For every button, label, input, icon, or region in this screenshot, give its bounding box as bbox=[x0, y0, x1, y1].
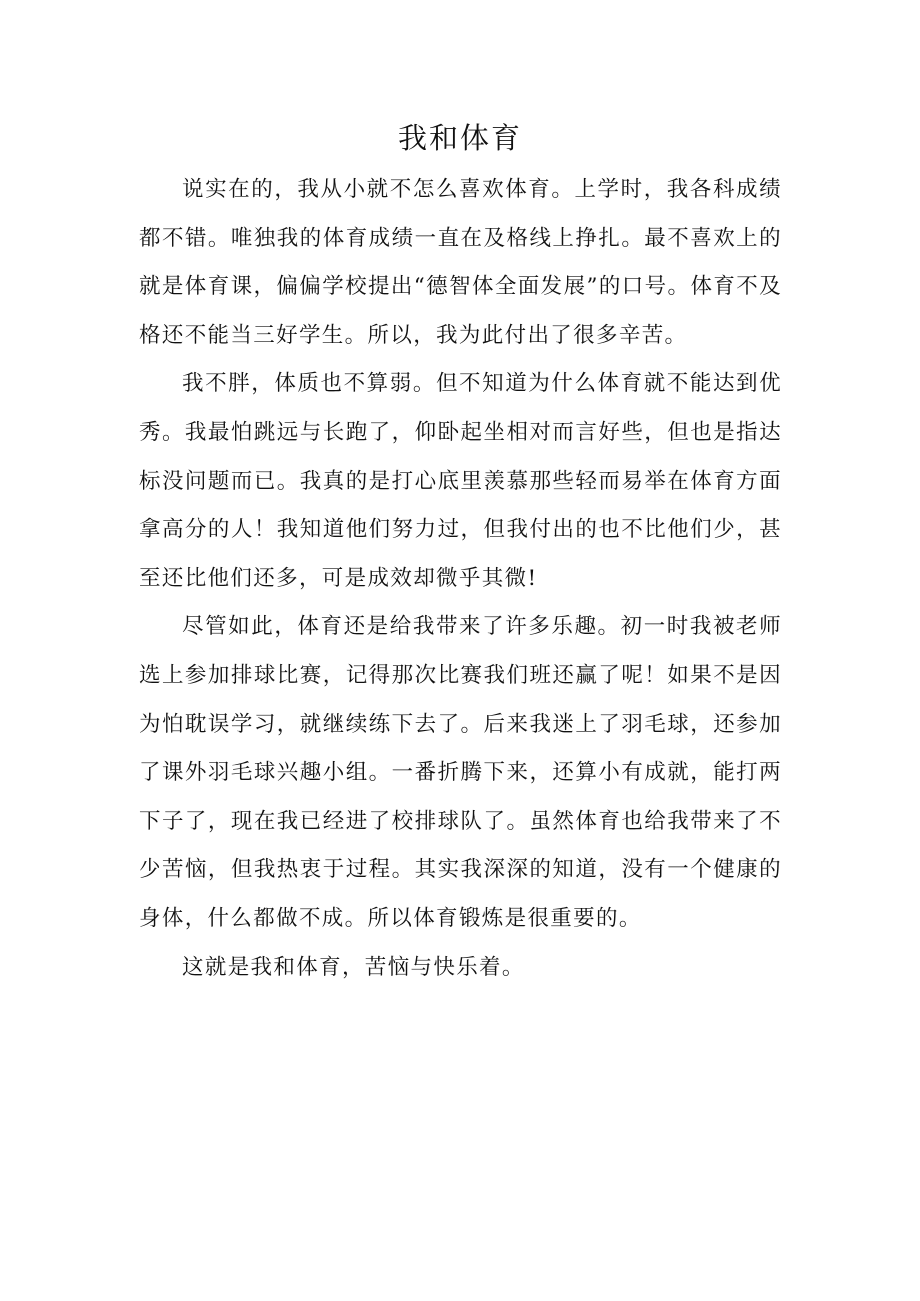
paragraph-3: 尽管如此，体育还是给我带来了许多乐趣。初一时我被老师选上参加排球比赛，记得那次比赛我们班还赢了呢！如果不是因为怕耽误学习，就继续练下去了。后来我迷上了羽毛球，还参加了课外羽毛球兴趣小组。一番折腾下来，还算小有成就，能打两下子了，现在我已经进了校排球队了。虽然体育也给我带来了不少苦恼，但我热衷于过程。其实我深深的知道，没有一个健康的身体，什么都做不成。所以体育锻炼是很重要的。 bbox=[139, 614, 782, 931]
paragraph-2: 我不胖，体质也不算弱。但不知道为什么体育就不能达到优秀。我最怕跳远与长跑了，仰卧起坐相对而言好些，但也是指达标没问题而已。我真的是打心底里羡慕那些轻而易举在体育方面拿高分的人！我知道他们努力过，但我付出的也不比他们少，甚至还比他们还多，可是成效却微乎其微! bbox=[139, 371, 782, 591]
paragraph-4: 这就是我和体育，苦恼与快乐着。 bbox=[182, 954, 525, 980]
document-body bbox=[139, 166, 782, 992]
document-title: 我和体育 bbox=[397, 121, 522, 155]
paragraph-1: 说实在的，我从小就不怎么喜欢体育。上学时，我各科成绩都不错。唯独我的体育成绩一直在及格线上挣扎。最不喜欢上的就是体育课，偏偏学校提出“德智体全面发展”的口号。体育不及格还不能当三好学生。所以，我为此付出了很多辛苦。 bbox=[139, 177, 782, 348]
